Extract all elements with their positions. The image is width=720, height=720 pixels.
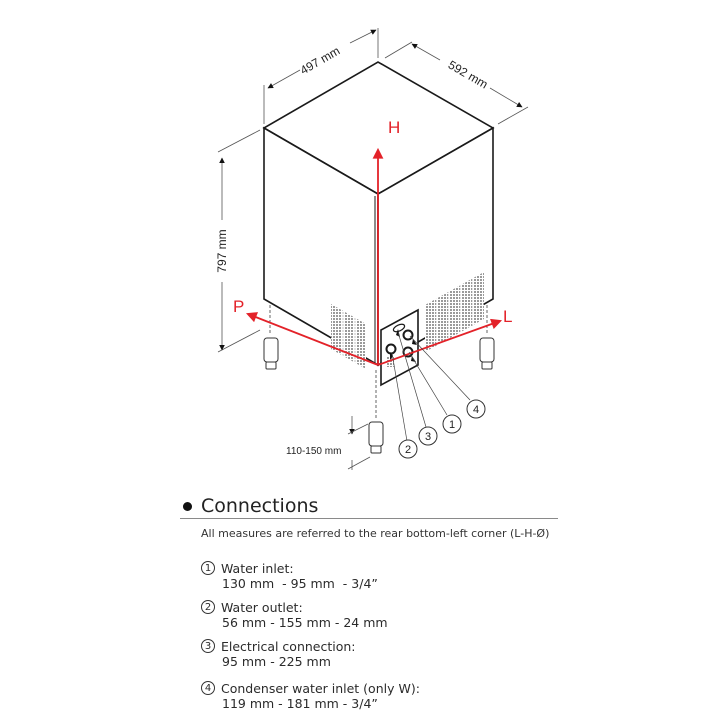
connection-item-electrical — [201, 638, 420, 670]
callout-number-icon: 1 — [201, 561, 215, 575]
svg-text:4: 4 — [472, 404, 480, 416]
axis-label-p: P — [233, 297, 245, 316]
section-divider — [180, 518, 558, 519]
depth-dimension-label: 592 mm — [445, 57, 491, 92]
svg-text:3: 3 — [424, 431, 432, 443]
connection-label: Water outlet: — [221, 599, 303, 615]
connection-values: 56 mm - 155 mm - 24 mm — [222, 615, 388, 630]
callout-2 — [399, 440, 417, 458]
section-heading — [180, 492, 558, 520]
connection-label: Electrical connection: — [221, 638, 356, 654]
connection-item-water-inlet — [201, 560, 420, 592]
callout-number-icon: 2 — [201, 600, 215, 614]
callout-1 — [443, 415, 461, 433]
connection-item-water-outlet — [201, 599, 420, 631]
connection-label: Water inlet: — [221, 560, 294, 576]
connections-section — [180, 492, 558, 520]
callout-number-icon: 4 — [201, 681, 215, 695]
callout-number-icon: 3 — [201, 639, 215, 653]
section-title: Connections — [201, 495, 319, 517]
connection-list — [201, 560, 420, 719]
connection-label: Condenser water inlet (only W): — [221, 680, 420, 696]
reference-note: All measures are referred to the rear bottom-left corner (L-H-Ø) — [201, 527, 550, 540]
svg-text:1: 1 — [448, 419, 456, 431]
axis-label-h: H — [388, 118, 401, 137]
connection-item-condenser-inlet — [201, 680, 420, 712]
feet-dimension-label: 110-150 mm — [286, 446, 342, 457]
callout-3 — [419, 427, 437, 445]
callout-4 — [467, 400, 485, 418]
axis-label-l: L — [503, 307, 513, 326]
height-dimension-label: 797 mm — [215, 229, 229, 273]
connection-values: 130 mm - 95 mm - 3/4” — [222, 576, 378, 591]
bullet-icon — [183, 502, 192, 511]
width-dimension-label: 497 mm — [297, 43, 343, 78]
connection-values: 95 mm - 225 mm — [222, 654, 331, 669]
svg-text:2: 2 — [404, 444, 412, 456]
connection-values: 119 mm - 181 mm - 3/4” — [222, 696, 378, 711]
feet-dimension — [348, 416, 370, 470]
